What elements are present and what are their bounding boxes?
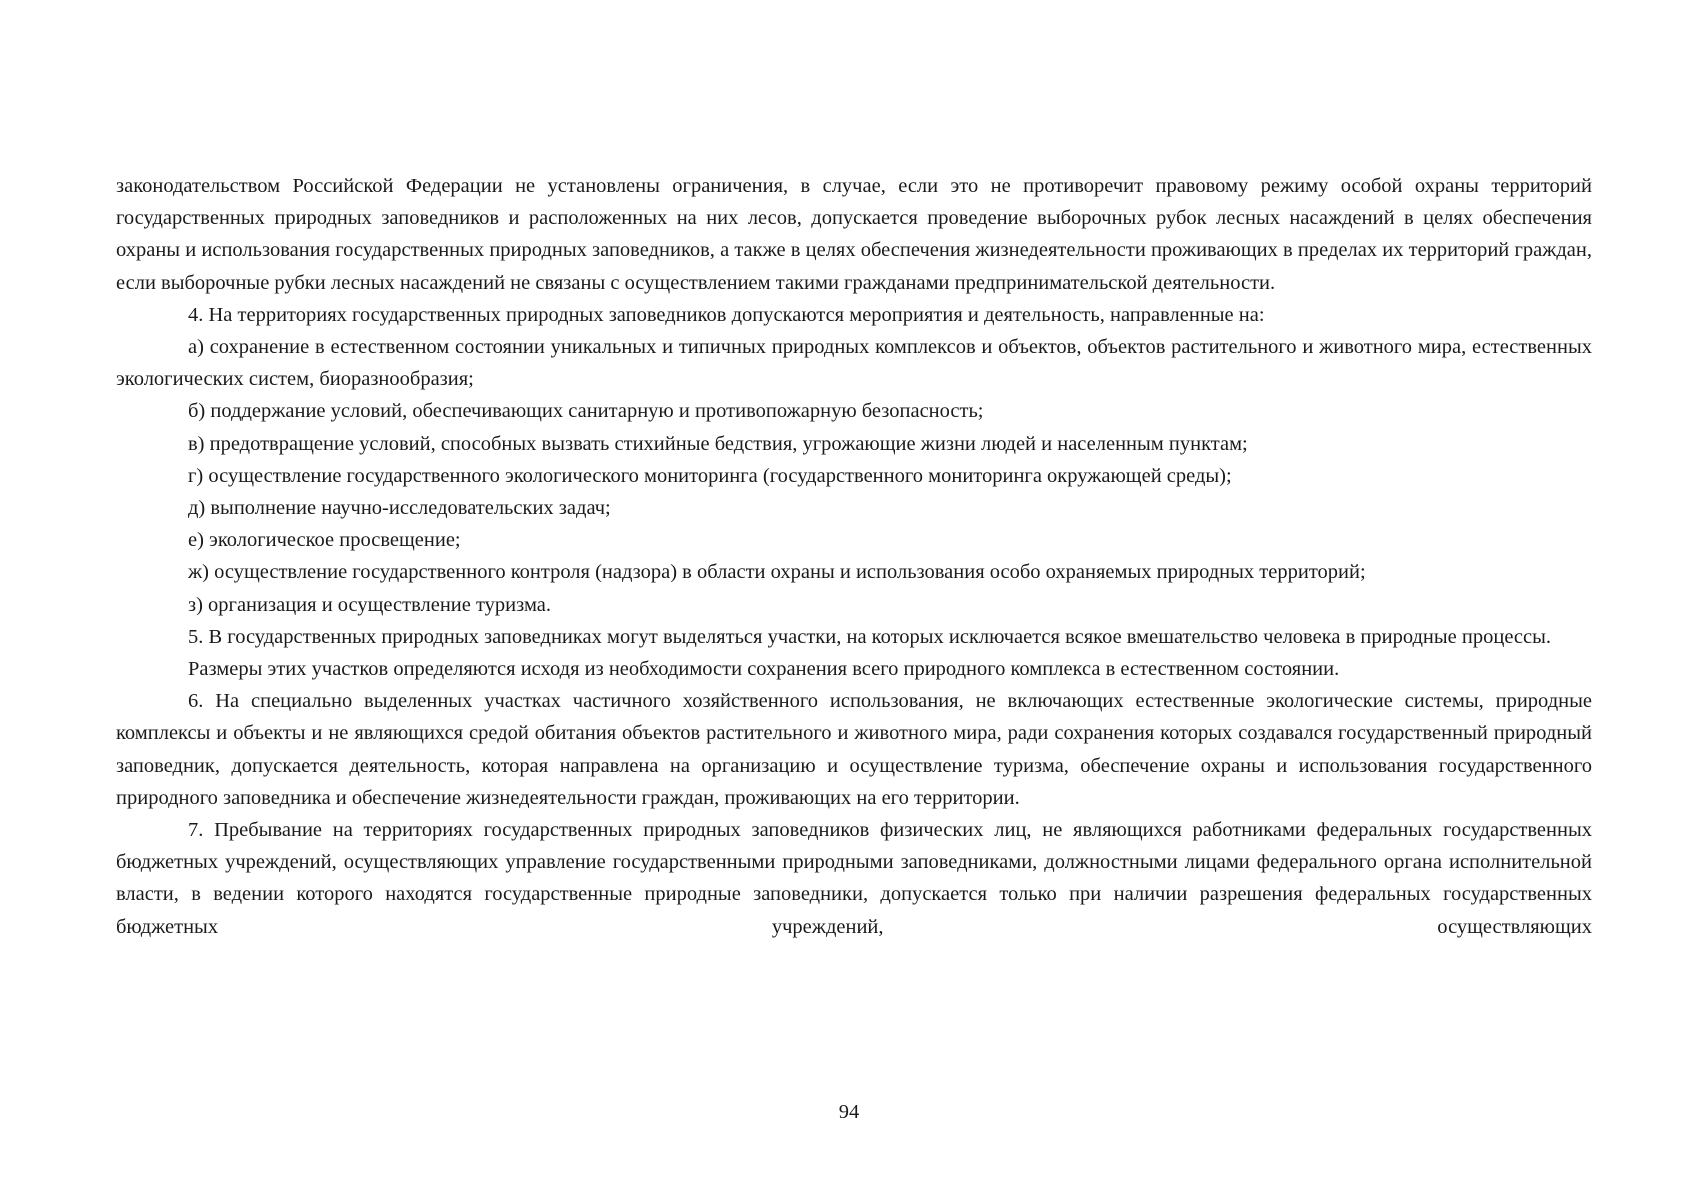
list-item-b: б) поддержание условий, обеспечивающих санитарную и противопожарную безопасность;	[188, 400, 984, 423]
list-item-zh: ж) осуществление государственного контроля (надзора) в области охраны и использования особо охраняемых природных территорий;	[188, 561, 1366, 584]
list-item-g: г) осуществление государственного экологического мониторинга (государственного мониторинга окружающей среды);	[188, 464, 1232, 487]
page-number: 94	[838, 1101, 860, 1123]
paragraph-continuation: законодательством Российской Федерации не установлены ограничения, в случае, если это не противоречит правовому режиму особой охраны территорий государственных природных заповедников и расположенных на них лесов, допускается проведение выборочных рубок лесных насаждений в целях обеспечения охраны и использования государственных природных заповедников, а также в целях обеспечения жизнедеятельности проживающих в пределах их территорий граждан, если выборочные рубки лесных насаждений не связаны с осуществлением такими гражданами предпринимательской деятельности.	[116, 175, 1592, 294]
paragraph-item-6: 6. На специально выделенных участках частичного хозяйственного использования, не включающих естественные экологические системы, природные комплексы и объекты и не являющихся средой обитания объектов растительного и животного мира, ради сохранения которых создавался государственный природный заповедник, допускается деятельность, которая направлена на организацию и осуществление туризма, обеспечение охраны и использования государственного природного заповедника и обеспечение жизнедеятельности граждан, проживающих на его территории.	[116, 690, 1592, 809]
paragraph-item-5: 5. В государственных природных заповедниках могут выделяться участки, на которых исключается всякое вмешательство человека в природные процессы.	[188, 625, 1552, 648]
list-item-e: е) экологическое просвещение;	[188, 529, 461, 552]
list-item-a: а) сохранение в естественном состоянии уникальных и типичных природных комплексов и объектов, объектов растительного и животного мира, естественных экологических систем, биоразнообразия;	[116, 336, 1592, 391]
document-body	[116, 170, 1592, 943]
list-item-z: з) организация и осуществление туризма.	[188, 593, 552, 616]
paragraph-item-4: 4. На территориях государственных природных заповедников допускаются мероприятия и деятельность, направленные на:	[188, 303, 1265, 326]
list-item-v: в) предотвращение условий, способных вызвать стихийные бедствия, угрожающие жизни людей и населенным пунктам;	[188, 432, 1248, 455]
paragraph-item-7: 7. Пребывание на территориях государственных природных заповедников физических лиц, не являющихся работниками федеральных государственных бюджетных учреждений, осуществляющих управление государственными природными заповедниками, должностными лицами федерального органа исполнительной власти, в ведении которого находятся государственные природные заповедники, допускается только при наличии разрешения федеральных государственных бюджетных учреждений, осуществляющих	[116, 819, 1592, 938]
paragraph-plot-sizes: Размеры этих участков определяются исходя из необходимости сохранения всего природного комплекса в естественном состоянии.	[188, 658, 1340, 681]
list-item-d: д) выполнение научно-исследовательских задач;	[188, 497, 611, 520]
